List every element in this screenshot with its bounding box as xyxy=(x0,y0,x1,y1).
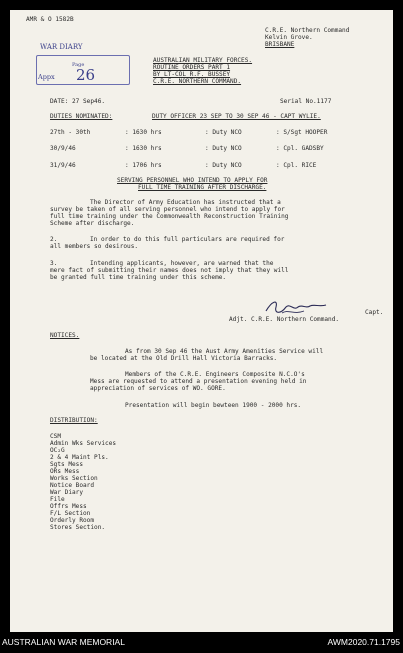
duty-role: : Duty NCO xyxy=(205,129,242,136)
war-diary-label: WAR DIARY xyxy=(40,43,83,51)
list-item: Sgts Mess xyxy=(50,461,84,468)
list-item: Admin Wks Services xyxy=(50,440,117,447)
paragraph-line: be located at the Old Drill Hall Victoria Barracks. xyxy=(90,355,278,362)
duty-role: : Duty NCO xyxy=(205,145,242,152)
address-line: BRISBANE xyxy=(265,41,295,48)
section-title: FULL TIME TRAINING AFTER DISCHARGE. xyxy=(138,184,267,191)
duty-time: : 1630 hrs xyxy=(125,145,162,152)
paragraph-line: all members so desirous. xyxy=(50,243,139,250)
list-item: Notice Board xyxy=(50,482,95,489)
heading-line: ROUTINE ORDERS PART 1 xyxy=(153,64,231,71)
list-item: File xyxy=(50,496,65,503)
address-line: Kelvin Grove. xyxy=(265,34,313,41)
paragraph-line: appreciation of services of WO. GORE. xyxy=(90,385,226,392)
document-page xyxy=(10,10,393,632)
paragraph-line: The Director of Army Education has instructed that a xyxy=(90,199,281,206)
duty-role: : Duty NCO xyxy=(205,162,242,169)
order-date: DATE: 27 Sep46. xyxy=(50,98,106,105)
paragraph-line: Mess are requested to attend a presentation evening held in xyxy=(90,378,307,385)
paragraph-number: 3. xyxy=(50,260,58,267)
list-item: F/L Section xyxy=(50,510,91,517)
document-reference: AMR & O 1582B xyxy=(26,16,74,23)
paragraph-line: Members of the C.R.E. Engineers Composite N.C.O's xyxy=(125,371,305,378)
heading-line: BY LT-COL R.F. BUSSEY xyxy=(153,71,231,78)
paragraph-line: be granted full time training under this scheme. xyxy=(50,274,227,281)
notices-label: NOTICES. xyxy=(50,332,80,339)
section-title: SERVING PERSONNEL WHO INTEND TO APPLY FOR xyxy=(117,177,268,184)
list-item: OC₂G xyxy=(50,447,65,454)
notice-3: Presentation will begin bewteen 1900 - 2000 hrs. xyxy=(125,402,302,409)
duty-date: 27th - 30th xyxy=(50,129,91,136)
signature-title: Adjt. C.R.E. Northern Command. xyxy=(229,316,340,323)
paragraph-line: mere fact of submitting their names does not imply that they will xyxy=(50,267,289,274)
appx-number: 26 xyxy=(76,66,96,84)
duty-time: : 1706 hrs xyxy=(125,162,162,169)
heading-line: C.R.E. NORTHERN COMMAND. xyxy=(153,78,242,85)
list-item: CSM xyxy=(50,433,62,440)
duty-name: : Cpl. GADSBY xyxy=(276,145,324,152)
duty-time: : 1630 hrs xyxy=(125,129,162,136)
footer-institution: AUSTRALIAN WAR MEMORIAL xyxy=(2,637,125,647)
paragraph-line: survey be taken of all serving personnel who intend to apply for xyxy=(50,206,285,213)
duty-date: 30/9/46 xyxy=(50,145,76,152)
distribution-label: DISTRIBUTION: xyxy=(50,417,98,424)
appx-label: Appx xyxy=(38,73,55,81)
paragraph-line: Intending applicants, however, are warned that the xyxy=(90,260,274,267)
list-item: ORs Mess xyxy=(50,468,80,475)
list-item: 2 & 4 Maint Pls. xyxy=(50,454,109,461)
paragraph-line: full time training under the Commonwealth Reconstruction Training xyxy=(50,213,289,220)
page-label: Page xyxy=(72,62,85,68)
list-item: War Diary xyxy=(50,489,84,496)
list-item: Works Section xyxy=(50,475,98,482)
duty-date: 31/9/46 xyxy=(50,162,76,169)
list-item: Offrs Mess xyxy=(50,503,87,510)
footer-accession-number: AWM2020.71.1795 xyxy=(327,637,400,647)
list-item: Orderly Room xyxy=(50,517,95,524)
serial-number: Serial No.1177 xyxy=(280,98,332,105)
paragraph-number: 2. xyxy=(50,236,58,243)
duties-label: DUTIES NOMINATED: xyxy=(50,113,113,120)
duty-officer-title: DUTY OFFICER 23 SEP TO 30 SEP 46 - CAPT WYLIE. xyxy=(152,113,321,120)
paragraph-line: Scheme after discharge. xyxy=(50,220,135,227)
list-item: Stores Section. xyxy=(50,524,106,531)
address-line: C.R.E. Northern Command xyxy=(265,27,350,34)
paragraph-line: As from 30 Sep 46 the Aust Army Amenities Service will xyxy=(125,348,324,355)
duty-name: : S/Sgt HOOPER xyxy=(276,129,328,136)
duty-name: : Cpl. RICE xyxy=(276,162,317,169)
paragraph-line: In order to do this full particulars are required for xyxy=(90,236,285,243)
signature-rank: Capt. xyxy=(365,309,384,316)
heading-line: AUSTRALIAN MILITARY FORCES. xyxy=(153,57,253,64)
